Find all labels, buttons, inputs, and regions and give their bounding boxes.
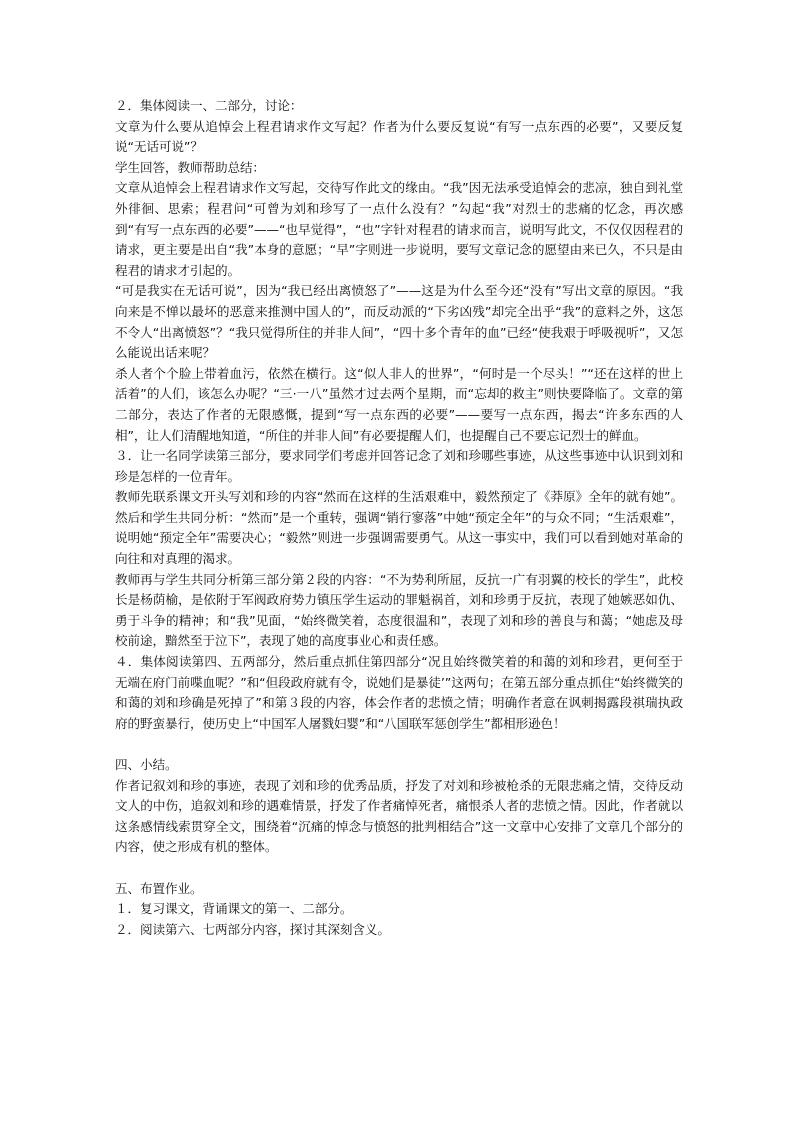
discussion-question: 文章为什么要从追悼会上程君请求作文写起？作者为什么要反复说“有写一点东西的必要”，又要反复说“无话可说”？ xyxy=(115,118,683,155)
spacer xyxy=(115,858,683,879)
analysis-paragraph-1: 教师先联系课文开头写刘和珍的内容“然而在这样的生活艰难中，毅然预定了《莽原》全年的就有她”。然后和学生共同分析：“然而”是一个重转，强调“销行寥落”中她“预定全年”的与众不同；“生活艰难”，说明她“预定全年”需要决心；“毅然”则进一步强调需要勇气。从这一事实中，我们可以看到她对革命的向往和对真理的渴求。 xyxy=(115,489,683,567)
step-3-paragraph: ３．让一名同学读第三部分，要求同学们考虑并回答记念了刘和珍哪些事迹，从这些事迹中认识到刘和珍是怎样的一位青年。 xyxy=(115,448,683,484)
spacer xyxy=(115,734,683,755)
conclusion-paragraph: 作者记叙刘和珍的事迹，表现了刘和珍的优秀品质，抒发了对刘和珍被枪杀的无限悲痛之情，交待反动文人的中伤，追叙刘和珍的遇难情景，抒发了作者痛悼死者，痛恨杀人者的悲愤之情。因此，作者就以这条感情线索贯穿全文，围绕着“沉痛的悼念与愤怒的批判相结合”这一文章中心安排了文章几个部分的内容，使之形成有机的整体。 xyxy=(115,777,683,855)
homework-item-1: １．复习课文，背诵课文的第一、二部分。 xyxy=(115,901,353,917)
summary-paragraph-3: 杀人者个个脸上带着血污，依然在横行。这“似人非人的世界”，“何时是一个尽头！”“还在这样的世上活着”的人们，该怎么办呢？“三·一八”虽然才过去两个星期，而“忘却的救主”则快要降临了。文章的第二部分，表达了作者的无限感慨，提到“写一点东西的必要”——要写一点东西，揭去“许多东西的人相”，让人们清醒地知道，“所住的并非人间”有必要提醒人们，也提醒自己不要忘记烈士的鲜血。 xyxy=(115,365,683,443)
summary-paragraph-2: “可是我实在无话可说”，因为“我已经出离愤怒了”——这是为什么至今还“没有”写出文章的原因。“我向来是不惮以最坏的恶意来推测中国人的”，而反动派的“下劣凶残”却完全出乎“我”的意料之外，这怎不令人“出离愤怒”？“我只觉得所住的并非人间”，“四十多个青年的血”已经“使我艰于呼吸视听”，又怎么能说出话来呢？ xyxy=(115,283,683,361)
analysis-paragraph-2: 教师再与学生共同分析第三部分第２段的内容：“不为势利所屈，反抗一广有羽翼的校长的学生”，此校长是杨荫榆，是依附于军阀政府势力镇压学生运动的罪魁祸首，刘和珍勇于反抗，表现了她嫉恶如仇、勇于斗争的精神；和“我”见面，“始终微笑着，态度很温和”，表现了刘和珍的善良与和蔼；“她虑及母校前途，黯然至于泣下”，表现了她的高度事业心和责任感。 xyxy=(115,571,683,649)
summary-paragraph-1: 文章从追悼会上程君请求作文写起，交待写作此文的缘由。“我”因无法承受追悼会的悲凉，独自到礼堂外徘徊、思索；程君问“可曾为刘和珍写了一点什么没有？”勾起“我”对烈士的悲痛的忆念，再次感到“有写一点东西的必要”——“也早觉得”，“也”字针对程君的请求而言，说明写此文，不仅仅因程君的请求，更主要是出自“我”本身的意愿；“早”字则进一步说明，要写文章记念的愿望由来已久，不只是由程君的请求才引起的。 xyxy=(115,180,683,278)
document-body xyxy=(115,96,683,940)
section-4-heading: 四、小结。 xyxy=(115,757,178,772)
step-4-paragraph: ４．集体阅读第四、五两部分，然后重点抓住第四部分“况且始终微笑着的和蔼的刘和珍君，更何至于无端在府门前喋血呢？”和“但段政府就有令，说她们是暴徒’”这两句；在第五部分重点抓住“始终微笑的和蔼的刘和珍确是死掉了”和第３段的内容，体会作者的悲愤之情；明确作者意在讽刺揭露段祺瑞执政府的野蛮暴行，使历史上“中国军人屠戮妇婴”和“八国联军惩创学生”都相形逊色！ xyxy=(115,654,683,731)
section-5-heading: 五、布置作业。 xyxy=(115,880,203,896)
step-2-heading: ２．集体阅读一、二部分，讨论： xyxy=(115,98,303,113)
homework-item-2: ２．阅读第六、七两部分内容，探讨其深刻含义。 xyxy=(115,921,390,937)
student-answer-intro: 学生回答，教师帮助总结： xyxy=(115,159,265,175)
